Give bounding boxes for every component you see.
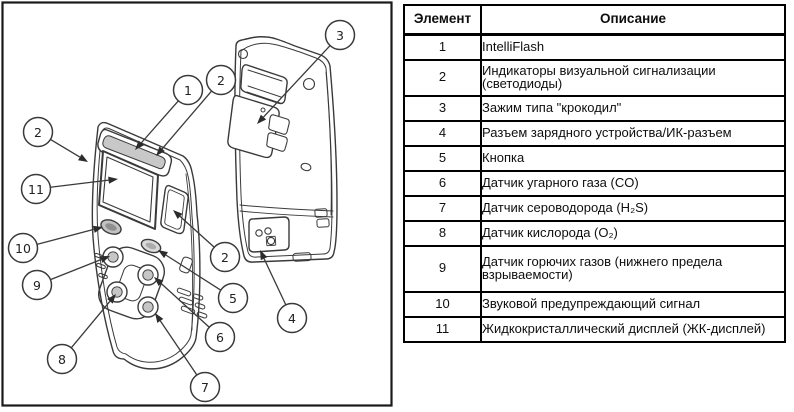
callout-leader-line: [71, 301, 110, 348]
callout-leader-line: [50, 139, 79, 157]
callout-number: 6: [216, 330, 224, 345]
element-number: 5: [404, 146, 481, 171]
table-row: [404, 317, 785, 342]
element-description: Датчик кислорода (O₂): [481, 221, 785, 246]
device-back-view: [228, 37, 337, 262]
table-row: [404, 196, 785, 221]
callout-number: 9: [33, 278, 41, 293]
table-row: [404, 96, 785, 121]
element-description: Датчик сероводорода (H₂S): [481, 196, 785, 221]
callout-number: 7: [201, 380, 209, 395]
table-row: [404, 171, 785, 196]
callout-leader-line: [37, 229, 94, 244]
legend-header-row: [404, 5, 785, 35]
column-header-element: Элемент: [404, 5, 481, 35]
h2s-sensor: [138, 297, 158, 317]
element-description: Зажим типа "крокодил": [481, 96, 785, 121]
callout-number: 2: [217, 73, 225, 88]
element-number: 10: [404, 292, 481, 317]
co-sensor: [138, 265, 158, 285]
table-row: [404, 146, 785, 171]
table-row: [404, 292, 785, 317]
element-number: 2: [404, 60, 481, 96]
callout-number: 3: [336, 28, 344, 43]
table-row: [404, 121, 785, 146]
column-header-description: Описание: [481, 5, 785, 35]
callout-leader-line: [50, 260, 101, 280]
callout-number: 2: [221, 250, 229, 265]
table-row: [404, 221, 785, 246]
element-description: Датчик горючих газов (нижнего предела взрываемости): [481, 246, 785, 292]
callout-8: [48, 294, 117, 374]
element-number: 7: [404, 196, 481, 221]
callout-number: 1: [184, 83, 192, 98]
element-number: 4: [404, 121, 481, 146]
element-description: Индикаторы визуальной сигнализации (светодиоды): [481, 60, 785, 96]
side-led-bar-right: [161, 186, 188, 234]
element-description: Разъем зарядного устройства/ИК-разъем: [481, 121, 785, 146]
device-front-view: [92, 123, 207, 369]
element-description: Кнопка: [481, 146, 785, 171]
legend-table-body: [404, 35, 785, 342]
table-row: [404, 35, 785, 60]
callout-4: [260, 250, 307, 333]
callout-number: 8: [58, 352, 66, 367]
callout-10: [9, 226, 104, 263]
element-description: Звуковой предупреждающий сигнал: [481, 292, 785, 317]
element-number: 6: [404, 171, 481, 196]
element-number: 3: [404, 96, 481, 121]
table-row: [404, 246, 785, 292]
element-description: IntelliFlash: [481, 35, 785, 60]
callout-number: 11: [28, 182, 44, 197]
callout-number: 2: [34, 125, 42, 140]
element-number: 8: [404, 221, 481, 246]
device-diagram-illustration: [0, 0, 394, 412]
callout-arrowhead: [78, 154, 88, 162]
callout-number: 5: [229, 291, 237, 306]
device-figure-panel: [0, 0, 394, 412]
element-number: 1: [404, 35, 481, 60]
element-number: 9: [404, 246, 481, 292]
callout-number: 10: [15, 241, 31, 256]
callout-2: [24, 118, 89, 163]
callout-leader-line: [264, 259, 286, 305]
element-description: Датчик угарного газа (CO): [481, 171, 785, 196]
legend-table: [403, 4, 786, 343]
callout-number: 4: [288, 311, 296, 326]
table-row: [404, 60, 785, 96]
element-number: 11: [404, 317, 481, 342]
element-description: Жидкокристаллический дисплей (ЖК-дисплей): [481, 317, 785, 342]
